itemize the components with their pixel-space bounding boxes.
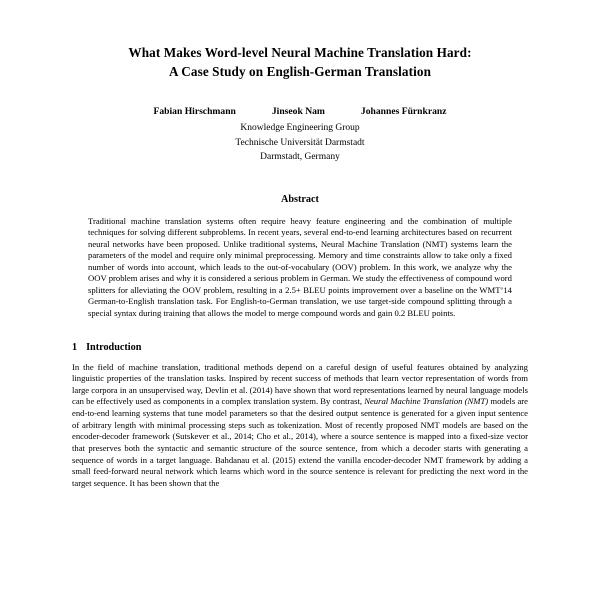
title-line-2: A Case Study on English-German Translation [168,63,432,79]
paragraph: In the field of machine translation, traditional methods depend on a careful design of useful features obtained by analyzing linguistic properties of the translation tasks. Inspired by recent success of methods that learn vector representation of words from large corpora in an unsupervised way, Devlin et al. (2014) have shown that word representations learned by neural language models can be effectively used as components in a complex translation system. By contrast, Neural Machine Translation (NMT) models are end-to-end learning systems that tune model parameters so that the desired output sentence is generated for a given input sentence of arbitrary length with minimal processing steps such as tokenization. Most of recently proposed NMT models are based on the encoder-decoder framework (Sutskever et al., 2014; Cho et al., 2014), where a source sentence is mapped into a fixed-size vector that preserves both the syntactic and semantic structure of the source sentence, from which a decoder starts with generating a sequence of words in a target language. Bahdanau et al. (2015) extend the vanilla encoder-decoder NMT framework by adding a small feed-forward neural network which learns which word in the source sentence is relevant for predicting the next word in the target sequence. It has been shown that the [72,361,528,488]
page-title [72,44,528,81]
page-bottom-fade [0,590,600,600]
author-list [72,106,528,117]
abstract-heading: Abstract [281,193,319,205]
author-name: Jinseok Nam [271,106,325,118]
abstract-text: Traditional machine translation systems often require heavy feature engineering and the combination of multiple techniques for solving different subproblems. In recent years, several end-to-end learning architectures based on recurrent neural networks have been proposed. Unlike traditional systems, Neural Machine Translation (NMT) systems learn the parameters of the model and require only minimal preprocessing. Memory and time constraints allow to take only a fixed number of words into account, which leads to the out-of-vocabulary (OOV) problem. In this work, we analyze why the OOV problem arises and why it is considered a serious problem in German. We study the effectiveness of compound word splitters for alleviating the OOV problem, resulting in a 2.5+ BLEU points improvement over a baseline on the WMT’14 German-to-English translation task. For English-to-German translation, we use target-side compound splitting through a special syntax during training that allows the model to merge compound words and gain 0.2 BLEU points. [88,215,512,318]
affiliation-block [72,121,528,163]
affiliation-line: Knowledge Engineering Group [240,123,360,134]
title-line-1: What Makes Word-level Neural Machine Translation Hard: [128,45,472,60]
author-name: Johannes Fürnkranz [360,106,447,118]
section-number: 1 [72,341,78,353]
section-title: Introduction [86,341,142,353]
affiliation-line: Darmstadt, Germany [260,151,340,162]
affiliation-line: Technische Universität Darmstadt [235,137,365,148]
section-body-introduction [72,362,528,490]
author-name: Fabian Hirschmann [153,106,236,118]
section-heading-introduction [72,342,528,353]
